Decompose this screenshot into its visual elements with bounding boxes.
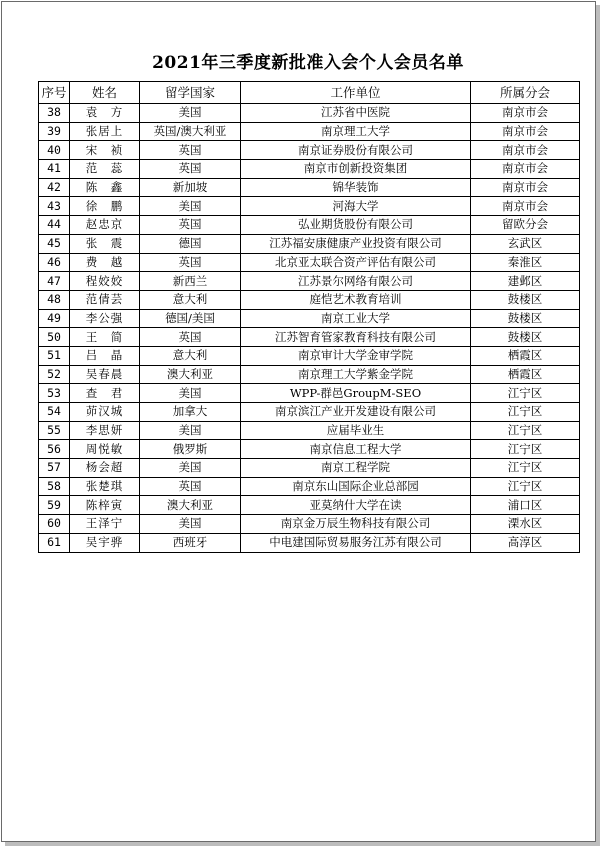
table-row <box>39 234 580 253</box>
cell-name: 杨会超 <box>70 459 140 478</box>
table-row <box>39 160 580 179</box>
cell-country: 美国 <box>140 104 241 123</box>
cell-name: 赵忠京 <box>70 216 140 235</box>
cell-seq: 45 <box>39 234 70 253</box>
cell-name: 范倩芸 <box>70 290 140 309</box>
cell-branch: 江宁区 <box>471 403 580 422</box>
table-row <box>39 216 580 235</box>
cell-employer: 南京工业大学 <box>241 309 471 328</box>
cell-country: 英国 <box>140 328 241 347</box>
cell-seq: 40 <box>39 141 70 160</box>
cell-seq: 38 <box>39 104 70 123</box>
cell-seq: 47 <box>39 272 70 291</box>
cell-country: 意大利 <box>140 346 241 365</box>
cell-seq: 44 <box>39 216 70 235</box>
cell-country: 美国 <box>140 459 241 478</box>
cell-seq: 54 <box>39 403 70 422</box>
table-row <box>39 403 580 422</box>
cell-seq: 52 <box>39 365 70 384</box>
document-page <box>1 1 596 842</box>
cell-branch: 南京市会 <box>471 122 580 141</box>
table-row <box>39 459 580 478</box>
cell-country: 加拿大 <box>140 403 241 422</box>
table-row <box>39 253 580 272</box>
cell-branch: 鼓楼区 <box>471 309 580 328</box>
table-row <box>39 178 580 197</box>
column-header-name: 姓名 <box>70 82 140 104</box>
column-header-employer: 工作单位 <box>241 82 471 104</box>
cell-country: 美国 <box>140 384 241 403</box>
cell-country: 俄罗斯 <box>140 440 241 459</box>
cell-employer: 南京理工大学 <box>241 122 471 141</box>
cell-branch: 鼓楼区 <box>471 328 580 347</box>
cell-branch: 江宁区 <box>471 459 580 478</box>
cell-employer: 南京审计大学金审学院 <box>241 346 471 365</box>
cell-name: 周悦敏 <box>70 440 140 459</box>
cell-seq: 49 <box>39 309 70 328</box>
cell-branch: 南京市会 <box>471 141 580 160</box>
cell-employer: 弘业期货股份有限公司 <box>241 216 471 235</box>
cell-seq: 59 <box>39 496 70 515</box>
cell-seq: 43 <box>39 197 70 216</box>
cell-seq: 41 <box>39 160 70 179</box>
table-row <box>39 346 580 365</box>
cell-seq: 55 <box>39 421 70 440</box>
cell-name: 张 震 <box>70 234 140 253</box>
cell-name: 吴春晨 <box>70 365 140 384</box>
cell-branch: 南京市会 <box>471 160 580 179</box>
cell-country: 英国 <box>140 253 241 272</box>
cell-seq: 48 <box>39 290 70 309</box>
cell-employer: 江苏景尔网络有限公司 <box>241 272 471 291</box>
cell-employer: 锦华装饰 <box>241 178 471 197</box>
cell-name: 吴宇骅 <box>70 533 140 552</box>
cell-seq: 39 <box>39 122 70 141</box>
cell-country: 澳大利亚 <box>140 496 241 515</box>
cell-seq: 53 <box>39 384 70 403</box>
cell-branch: 溧水区 <box>471 515 580 534</box>
cell-employer: 江苏福安康健康产业投资有限公司 <box>241 234 471 253</box>
table-header-row <box>39 82 580 104</box>
table-row <box>39 384 580 403</box>
cell-country: 德国/美国 <box>140 309 241 328</box>
table-row <box>39 533 580 552</box>
table-row <box>39 197 580 216</box>
cell-country: 意大利 <box>140 290 241 309</box>
cell-seq: 58 <box>39 477 70 496</box>
table-row <box>39 141 580 160</box>
cell-seq: 57 <box>39 459 70 478</box>
column-header-country: 留学国家 <box>140 82 241 104</box>
cell-name: 李思妍 <box>70 421 140 440</box>
cell-country: 美国 <box>140 421 241 440</box>
cell-name: 张楚琪 <box>70 477 140 496</box>
table-row <box>39 365 580 384</box>
column-header-seq: 序号 <box>39 82 70 104</box>
cell-seq: 61 <box>39 533 70 552</box>
table-row <box>39 496 580 515</box>
cell-seq: 50 <box>39 328 70 347</box>
cell-employer: 江苏省中医院 <box>241 104 471 123</box>
cell-branch: 江宁区 <box>471 384 580 403</box>
cell-name: 王泽宁 <box>70 515 140 534</box>
cell-name: 李公强 <box>70 309 140 328</box>
cell-name: 袁 方 <box>70 104 140 123</box>
cell-country: 英国/澳大利亚 <box>140 122 241 141</box>
cell-seq: 60 <box>39 515 70 534</box>
cell-branch: 江宁区 <box>471 421 580 440</box>
cell-employer: 南京滨江产业开发建设有限公司 <box>241 403 471 422</box>
cell-branch: 玄武区 <box>471 234 580 253</box>
cell-employer: 南京市创新投资集团 <box>241 160 471 179</box>
cell-seq: 46 <box>39 253 70 272</box>
cell-country: 新加坡 <box>140 178 241 197</box>
table-row <box>39 272 580 291</box>
cell-country: 英国 <box>140 477 241 496</box>
cell-name: 查 君 <box>70 384 140 403</box>
cell-branch: 高淳区 <box>471 533 580 552</box>
cell-employer: 南京工程学院 <box>241 459 471 478</box>
member-table <box>38 81 580 553</box>
cell-name: 张居上 <box>70 122 140 141</box>
cell-employer: 南京理工大学紫金学院 <box>241 365 471 384</box>
cell-seq: 56 <box>39 440 70 459</box>
column-header-branch: 所属分会 <box>471 82 580 104</box>
cell-employer: 江苏智育管家教育科技有限公司 <box>241 328 471 347</box>
cell-country: 美国 <box>140 515 241 534</box>
cell-branch: 江宁区 <box>471 477 580 496</box>
cell-employer: 北京亚太联合资产评估有限公司 <box>241 253 471 272</box>
cell-country: 美国 <box>140 197 241 216</box>
cell-country: 英国 <box>140 216 241 235</box>
cell-branch: 江宁区 <box>471 440 580 459</box>
cell-seq: 51 <box>39 346 70 365</box>
cell-employer: 中电建国际贸易服务江苏有限公司 <box>241 533 471 552</box>
table-row <box>39 515 580 534</box>
cell-branch: 留欧分会 <box>471 216 580 235</box>
cell-branch: 栖霞区 <box>471 346 580 365</box>
cell-name: 程姣姣 <box>70 272 140 291</box>
cell-employer: 应届毕业生 <box>241 421 471 440</box>
table-row <box>39 290 580 309</box>
cell-branch: 鼓楼区 <box>471 290 580 309</box>
cell-country: 新西兰 <box>140 272 241 291</box>
cell-country: 英国 <box>140 141 241 160</box>
page-title: 2021年三季度新批准入会个人会员名单 <box>152 53 464 73</box>
cell-name: 陈梓寅 <box>70 496 140 515</box>
table-row <box>39 440 580 459</box>
cell-employer: 庭恺艺术教育培训 <box>241 290 471 309</box>
cell-name: 王 简 <box>70 328 140 347</box>
cell-country: 英国 <box>140 160 241 179</box>
cell-country: 德国 <box>140 234 241 253</box>
cell-name: 陈 鑫 <box>70 178 140 197</box>
cell-name: 宋 祯 <box>70 141 140 160</box>
cell-name: 吕 晶 <box>70 346 140 365</box>
cell-branch: 南京市会 <box>471 178 580 197</box>
cell-employer: 南京东山国际企业总部园 <box>241 477 471 496</box>
cell-employer: 南京信息工程大学 <box>241 440 471 459</box>
cell-employer: WPP-群邑GroupM-SEO <box>241 384 471 403</box>
cell-name: 费 越 <box>70 253 140 272</box>
cell-name: 茆汉城 <box>70 403 140 422</box>
cell-employer: 河海大学 <box>241 197 471 216</box>
cell-employer: 亚莫纳什大学在读 <box>241 496 471 515</box>
cell-branch: 南京市会 <box>471 197 580 216</box>
table-row <box>39 477 580 496</box>
table-row <box>39 421 580 440</box>
cell-seq: 42 <box>39 178 70 197</box>
table-row <box>39 328 580 347</box>
cell-country: 澳大利亚 <box>140 365 241 384</box>
cell-branch: 建邺区 <box>471 272 580 291</box>
cell-branch: 浦口区 <box>471 496 580 515</box>
cell-country: 西班牙 <box>140 533 241 552</box>
cell-name: 徐 鹏 <box>70 197 140 216</box>
cell-branch: 秦淮区 <box>471 253 580 272</box>
cell-name: 范 蕊 <box>70 160 140 179</box>
table-row <box>39 122 580 141</box>
cell-employer: 南京金万辰生物科技有限公司 <box>241 515 471 534</box>
table-row <box>39 104 580 123</box>
cell-branch: 南京市会 <box>471 104 580 123</box>
cell-branch: 栖霞区 <box>471 365 580 384</box>
cell-employer: 南京证券股份有限公司 <box>241 141 471 160</box>
table-row <box>39 309 580 328</box>
